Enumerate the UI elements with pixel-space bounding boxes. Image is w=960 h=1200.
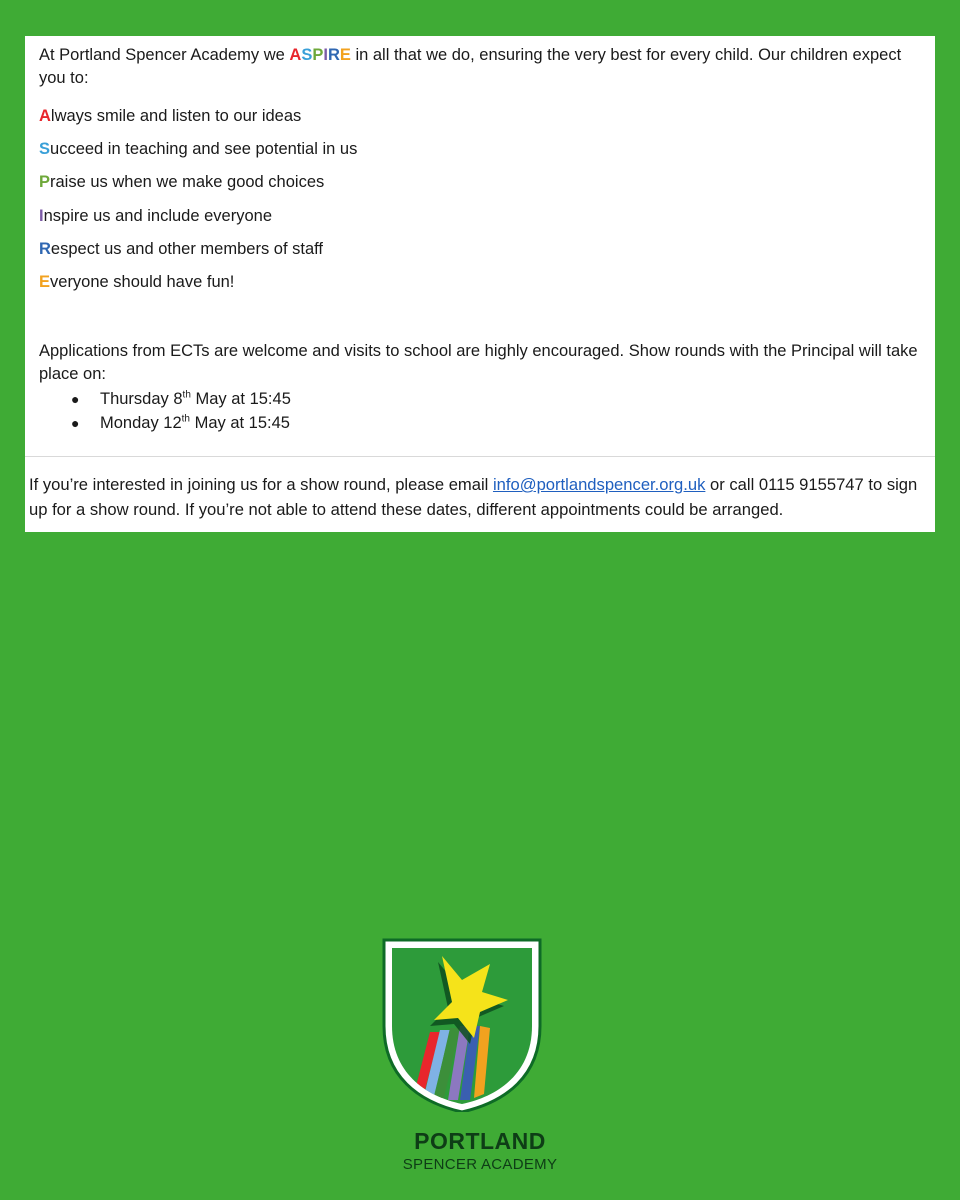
bullet-icon: ● (71, 415, 80, 432)
logo-name: PORTLAND (414, 1128, 546, 1154)
date-day: Monday 12 (100, 414, 182, 433)
card-upper-section (39, 44, 919, 435)
aspire-acronym (289, 46, 350, 64)
value-item (39, 105, 919, 138)
show-round-date (39, 411, 919, 435)
value-initial: R (39, 239, 51, 258)
contact-after-text: or call 0115 9155747 to sign up for a show round. If you’re not able to attend these dates, different appointments could be arranged. (29, 475, 918, 519)
logo-subtitle: SPENCER ACADEMY (402, 1156, 558, 1173)
aspire-values-list (39, 105, 919, 304)
contact-paragraph (29, 472, 935, 522)
show-round-dates (39, 387, 919, 435)
value-initial: S (39, 140, 51, 159)
value-item (39, 238, 919, 271)
show-round-date (39, 387, 919, 411)
aspire-letter-a: A (289, 46, 302, 64)
value-item (39, 138, 919, 171)
date-suffix: th (181, 413, 190, 425)
value-item (39, 205, 919, 238)
value-text: raise us when we make good choices (50, 173, 325, 192)
value-initial: I (39, 206, 44, 225)
value-item (39, 271, 919, 304)
section-divider (25, 456, 935, 457)
school-crest-logo (378, 934, 546, 1112)
value-text: lways smile and listen to our ideas (50, 107, 302, 125)
intro-after-text: in all that we do, ensuring the very best for every child. Our children expect you to: (39, 46, 902, 87)
email-link[interactable]: info@portlandspencer.org.uk (492, 475, 706, 494)
value-text: ucceed in teaching and see potential in us (50, 140, 358, 159)
aspire-letter-p: P (312, 46, 324, 64)
value-initial: E (39, 272, 51, 291)
value-initial: A (39, 107, 51, 125)
bullet-icon: ● (71, 391, 80, 408)
date-time: May at 15:45 (189, 414, 290, 433)
value-initial: P (39, 173, 51, 192)
aspire-letter-s: S (301, 46, 313, 64)
info-card (25, 36, 935, 532)
aspire-letter-r: R (327, 46, 340, 64)
applications-paragraph: Applications from ECTs are welcome and visits to school are highly encouraged. Show rounds with the Principal will take place on: (39, 342, 918, 383)
contact-before-text: If you’re interested in joining us for a show round, please email (29, 475, 493, 494)
value-item (39, 171, 919, 204)
value-text: espect us and other members of staff (50, 239, 324, 258)
value-text: veryone should have fun! (50, 272, 235, 291)
intro-before-text: At Portland Spencer Academy we (39, 46, 290, 64)
aspire-letter-e: E (339, 46, 351, 64)
date-day: Thursday 8 (100, 390, 183, 409)
date-time: May at 15:45 (190, 390, 291, 409)
date-suffix: th (182, 389, 191, 401)
value-text: nspire us and include everyone (43, 206, 272, 225)
intro-paragraph (39, 44, 919, 89)
aspire-letter-i: I (323, 46, 328, 64)
